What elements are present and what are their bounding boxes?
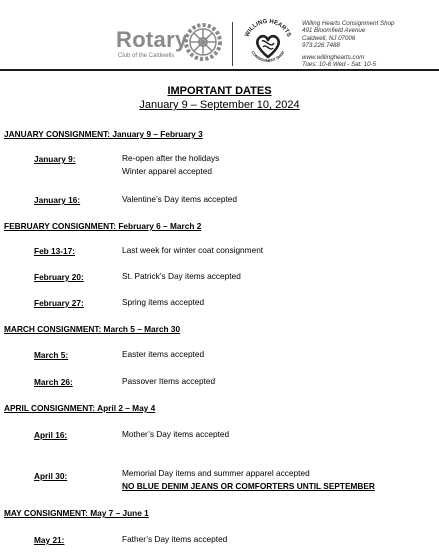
entry-description: St. Patrick’s Day items accepted — [122, 271, 241, 281]
document-title: IMPORTANT DATES — [167, 85, 272, 97]
entry-date: February 20: — [34, 272, 84, 282]
entry-description: Re-open after the holidays — [122, 153, 220, 163]
shop-contact-block — [302, 20, 394, 68]
section-heading-february: FEBRUARY CONSIGNMENT: February 6 – March 2 — [4, 221, 202, 231]
warning-text: NO BLUE DENIM JEANS OR COMFORTERS UNTIL SEPTEMBER — [122, 481, 375, 491]
entry-date: January 16: — [34, 195, 81, 205]
entry-description: Easter items accepted — [122, 349, 205, 359]
entry-date: Feb 13-17: — [34, 246, 76, 256]
shop-name: Willing Hearts Consignment Shop — [302, 20, 395, 27]
section-heading-april: APRIL CONSIGNMENT: April 2 – May 4 — [4, 403, 156, 413]
document-subtitle: January 9 – September 10, 2024 — [139, 99, 300, 111]
entry-description: Mother’s Day items accepted — [122, 429, 230, 439]
entry-description: Passover Items accepted — [122, 376, 216, 386]
shop-hours: Tues: 10-8 Wed - Sat: 10-5 — [302, 61, 377, 69]
entry-description: Valentine’s Day items accepted — [122, 194, 237, 204]
entry-date: March 26: — [34, 377, 73, 387]
section-heading-january: JANUARY CONSIGNMENT: January 9 – February 3 — [4, 129, 203, 139]
willing-hearts-logo — [240, 17, 296, 69]
logo-arc-subtext: CONSIGNMENT SHOP — [250, 50, 286, 63]
header-rule — [0, 69, 439, 71]
entry-date: May 21: — [34, 535, 65, 545]
entry-date: April 30: — [34, 471, 68, 481]
entry-date: February 27: — [34, 298, 84, 308]
entry-description: Spring items accepted — [122, 297, 205, 307]
section-heading-march: MARCH CONSIGNMENT: March 5 – March 30 — [4, 324, 181, 334]
entry-description-line2: Winter apparel accepted — [122, 166, 212, 176]
logo-arc-text: WILLING HEARTS — [244, 18, 292, 39]
entry-date: March 5: — [34, 350, 69, 360]
header-divider — [232, 22, 233, 66]
shop-website: www.willinghearts.com — [302, 53, 365, 61]
section-heading-may: MAY CONSIGNMENT: May 7 – June 1 — [4, 508, 149, 518]
shop-phone: 973.226.7488 — [302, 42, 340, 50]
entry-date: January 9: — [34, 154, 76, 164]
entry-date: April 16: — [34, 430, 68, 440]
rotary-club-name: Club of the Caldwells — [118, 53, 175, 59]
shop-city: Caldwell, NJ 07006 — [302, 34, 356, 42]
entry-description: Memorial Day items and summer apparel accepted — [122, 468, 310, 478]
entry-description: Last week for winter coat consignment — [122, 245, 264, 255]
rotary-logo-text: Rotary — [116, 27, 188, 52]
entry-description: Father’s Day items accepted — [122, 534, 228, 544]
rotary-wheel-icon — [182, 21, 224, 63]
entry-warning-notice — [122, 480, 375, 492]
letterhead — [0, 0, 439, 68]
shop-street: 491 Bloomfield Avenue — [302, 27, 366, 35]
